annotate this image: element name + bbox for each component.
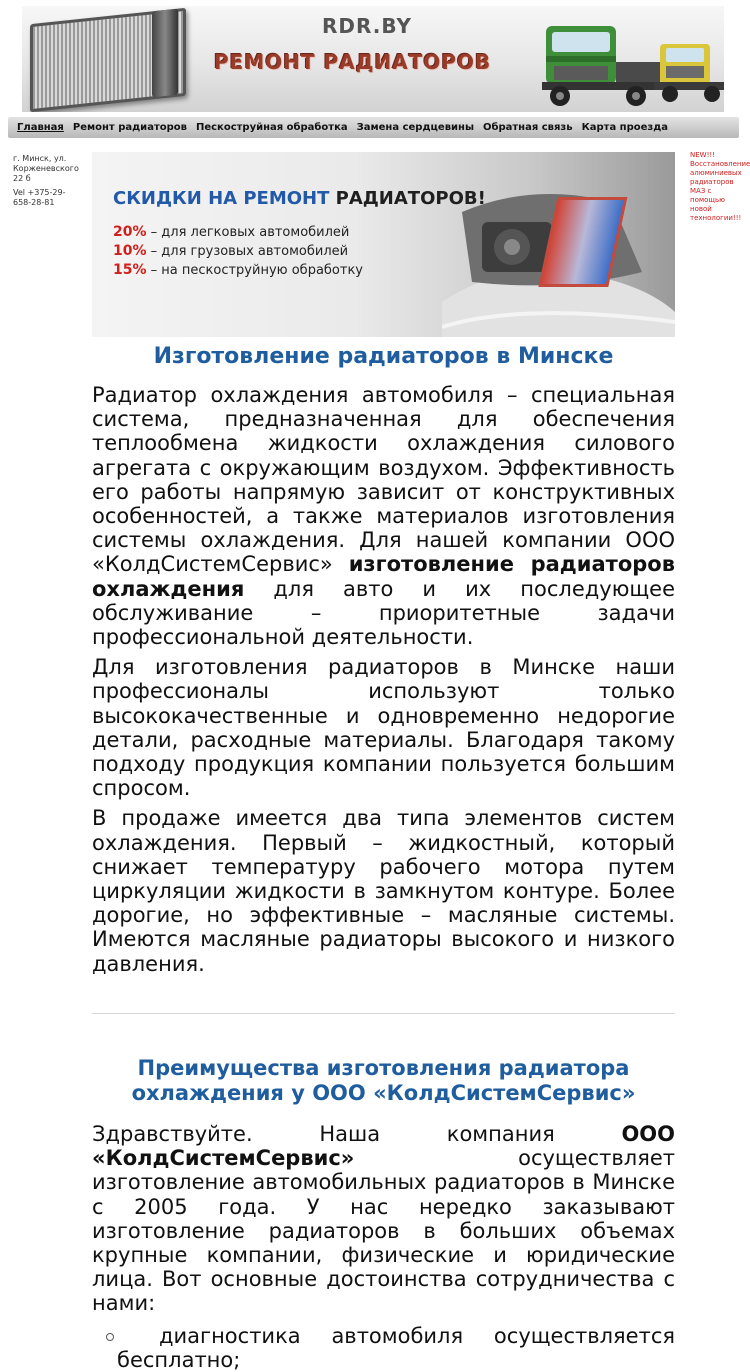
promo-line [113, 243, 348, 259]
benefits-list [92, 1324, 675, 1372]
promo-banner[interactable] [92, 152, 675, 337]
article [92, 343, 675, 976]
truck-image [650, 38, 724, 104]
news-link[interactable]: Восстановление алюминиевых радиаторов МАЗ с помощью новой технологии!!! [690, 160, 750, 222]
nav-map[interactable]: Карта проезда [581, 122, 669, 133]
list-item-text: диагностика автомобиля осуществляется бесплатно; [117, 1323, 675, 1372]
nav-feedback[interactable]: Обратная связь [483, 122, 573, 133]
phone-text: Vel +375-29-658-28-81 [13, 188, 66, 207]
article-paragraph: В продаже имеется два типа элементов систем охлаждения. Первый – жидкостный, который снижает температуру рабочего мотора путем циркуляции жидкости в замкнутом контуре. Более дорогие, но эффективные – масляные системы. Имеются масляные радиаторы высокого и низкого давления. [92, 806, 675, 976]
address-text: г. Минск, ул. Корженевского 22 б [13, 154, 79, 183]
paragraph-bold-text: изготовление радиаторов охлаждения [92, 552, 675, 601]
paragraph-bold-text: ООО «КолдСистемСервис» [92, 1122, 675, 1171]
promo-percent: 10% [113, 243, 147, 259]
promo-title-blue: СКИДКИ НА РЕМОНТ [113, 188, 330, 209]
page-title: Изготовление радиаторов в Минске [153, 344, 614, 369]
paragraph-text: Здравствуйте. Наша компания [92, 1122, 622, 1146]
promo-line-text: – для грузовых автомобилей [150, 244, 349, 259]
nav-sandblasting[interactable]: Пескоструйная обработка [195, 122, 348, 133]
promo-title-dark: РАДИАТОРОВ! [335, 188, 486, 209]
list-item [92, 1324, 675, 1372]
news-label: NEW!!! [690, 151, 715, 159]
contacts-block [13, 154, 81, 208]
truck-image [540, 22, 660, 108]
paragraph-text: Радиатор охлаждения автомобиля – специальная система, предназначенная для обеспечения теплообмена жидкости охлаждения силового агрегата с окружающим воздухом. Эффективность его работы напрямую зависит от конструктивных особенностей, а также материалов изготовления системы охлаждения. Для нашей компании ООО «КолдСистемСервис» [92, 383, 675, 577]
section-title: Преимущества изготовления радиатора охлаждения у ООО «КолдСистемСервис» [131, 1056, 636, 1105]
nav-core-replacement[interactable]: Замена сердцевины [356, 122, 474, 133]
promo-line [113, 224, 349, 240]
nav-radiator-repair[interactable]: Ремонт радиаторов [72, 122, 187, 133]
paragraph-text: осуществляет изготовление автомобильных радиаторов в Минске с 2005 года. У нас нередко заказывают изготовление радиаторов в больших объемах крупные компании, физические и юридические лица. Вот основные достоинства сотрудничества с нами: [92, 1146, 675, 1316]
radiator-tank-image [152, 9, 178, 98]
article-paragraph [92, 383, 675, 649]
site-name: RDR.BY [322, 14, 413, 38]
article-paragraph: Для изготовления радиаторов в Минске наши профессионалы используют только высококачественные и одновременно недорогие детали, расходные материалы. Благодаря такому подходу продукция компании пользуется большим спросом. [92, 655, 675, 801]
news-block [690, 151, 750, 223]
promo-line-text: – для легковых автомобилей [150, 225, 350, 240]
main-nav [8, 117, 739, 138]
promo-title [113, 188, 486, 209]
promo-percent: 20% [113, 224, 147, 240]
promo-percent: 15% [113, 262, 147, 278]
promo-line [113, 262, 363, 278]
nav-home[interactable]: Главная [17, 122, 64, 133]
section-divider [92, 1013, 675, 1014]
site-tagline: РЕМОНТ РАДИАТОРОВ [214, 50, 492, 74]
promo-line-text: – на пескоструйную обработку [150, 263, 363, 278]
article-paragraph [92, 1122, 675, 1316]
car-engine-image [442, 152, 675, 337]
advantages-section [92, 1056, 675, 1372]
header-banner [22, 6, 724, 112]
paragraph-text: для авто и их последующее обслуживание – приоритетные задачи профессиональной деятельности. [92, 576, 675, 650]
